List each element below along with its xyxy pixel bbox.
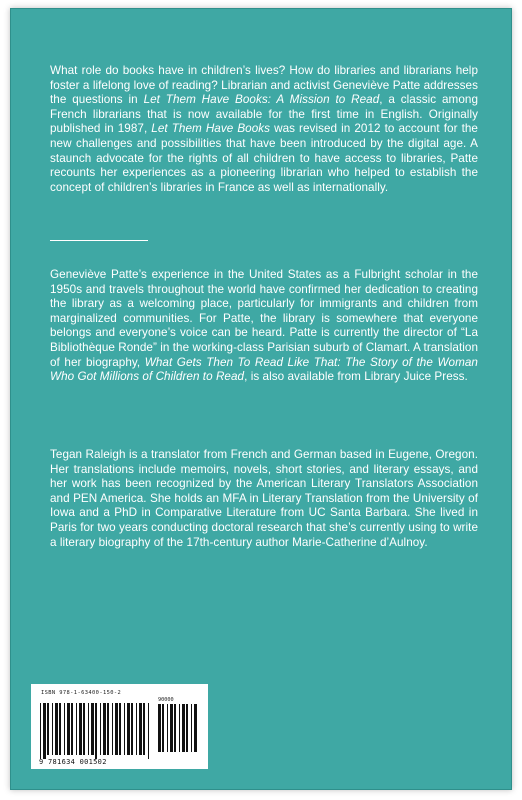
isbn-label: ISBN 978-1-63400-150-2	[41, 690, 122, 696]
addon-barcode-bars	[158, 704, 198, 756]
description-text-1: What role do books have in children’s lives? How do libraries and librarians help foster a lifelong love of reading? Librarian and activist Geneviève Patte addresses the questions in	[50, 64, 478, 107]
author-bio-text-1: Geneviève Patte’s experience in the United States as a Fulbright scholar in the 1950s and travels throughout the world have confirmed her dedication to creating the library as a welcoming place, particularly for immigrants and children from marginalized communities. For Patte, the library is somewhere that everyone belongs and everyone’s voice can be heard. Patte is currently the director of “La Bibliothèque Ronde” in the working-class Parisian suburb of Clamart. A translation of her biography,	[50, 268, 478, 369]
author-bio-text-2: , is also available from Library Juice Press.	[244, 370, 468, 384]
description-paragraph	[50, 64, 478, 195]
book-title-italic: Let Them Have Books: A Mission to Read	[143, 93, 380, 107]
description-text-2: , a classic among French librarians that is now available for the first time in English. Originally published in 1987,	[50, 93, 478, 136]
translator-bio-paragraph: Tegan Raleigh is a translator from French and German based in Eugene, Oregon. Her translations include memoirs, novels, short stories, and literary essays, and her work has been recognized by the American Literary Translators Association and PEN America. She holds an MFA in Literary Translation from the University of Iowa and a PhD in Comparative Literature from UC Santa Barbara. She lived in Paris for two years conducting doctoral research that she’s currently using to write a literary biography of the 17th-century author Marie-Catherine d’Aulnoy.	[50, 448, 478, 549]
biography-title-italic: What Gets Then To Read Like That: The Story of the Woman Who Got Millions of Children to Read	[50, 355, 478, 384]
isbn-barcode	[31, 684, 208, 769]
price-addon-label: 90000	[158, 697, 174, 703]
barcode-digits: 9 781634 001502	[39, 758, 107, 766]
book-title-italic-short: Let Them Have Books	[151, 122, 271, 136]
barcode-bars	[40, 703, 152, 759]
section-divider	[50, 240, 148, 241]
author-bio-paragraph	[50, 268, 478, 385]
description-text-3: was revised in 2012 to account for the new challenges and possibilities that have been introduced by the digital age. A staunch advocate for the rights of all children to have access to libraries, Patte recounts her experiences as a pioneering librarian who helped to establish the concept of children’s libraries in France as well as internationally.	[50, 122, 478, 194]
